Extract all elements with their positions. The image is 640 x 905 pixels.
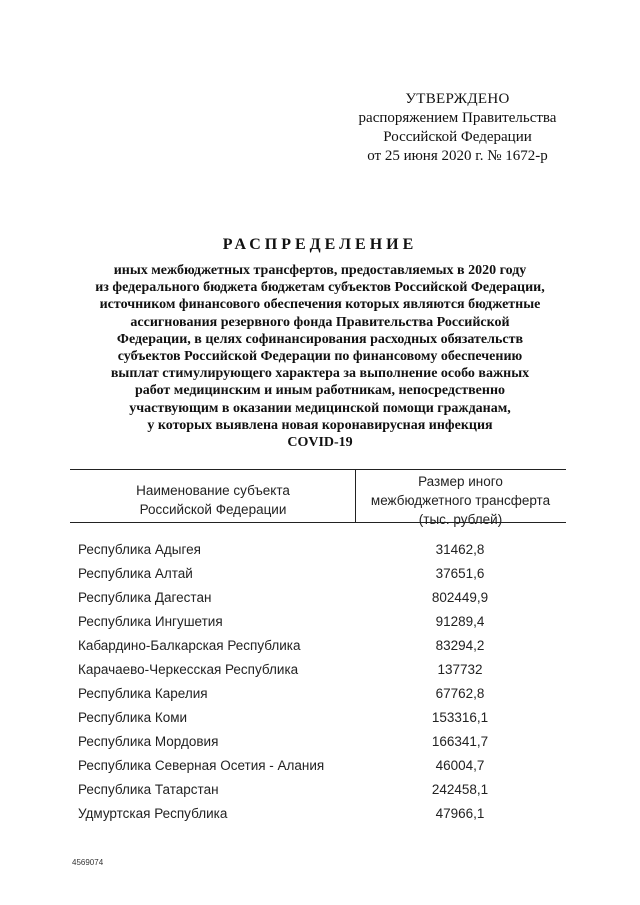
region-name: Республика Мордовия — [78, 734, 219, 749]
transfer-amount: 802449,9 — [431, 590, 489, 605]
transfer-amount: 91289,4 — [435, 614, 485, 629]
subtitle-line: Федерации, в целях софинансирования расходных обязательств — [116, 331, 524, 347]
subtitle-line: выплат стимулирующего характера за выполнение особо важных — [110, 366, 530, 382]
document-code: 4569074 — [72, 858, 104, 867]
subtitle-line: участвующим в оказании медицинской помощи гражданам, — [129, 400, 511, 416]
column-header-line: межбюджетного трансферта — [370, 493, 551, 508]
table-row — [78, 706, 568, 730]
region-name: Республика Татарстан — [78, 782, 219, 797]
transfer-amount: 137732 — [437, 662, 483, 677]
region-name: Удмуртская Республика — [78, 806, 228, 821]
column-header-line: Российской Федерации — [139, 502, 287, 517]
region-name: Республика Дагестан — [78, 590, 212, 605]
table-row — [78, 754, 568, 778]
transfer-amount: 47966,1 — [435, 806, 485, 821]
table-top-rule — [70, 469, 566, 470]
subtitle-line: COVID-19 — [287, 435, 353, 451]
region-name: Карачаево-Черкесская Республика — [78, 662, 299, 677]
approval-line: распоряжением Правительства — [358, 110, 557, 126]
subtitle-line: у которых выявлена новая коронавирусная инфекция — [147, 417, 493, 433]
transfer-amount: 31462,8 — [435, 542, 485, 557]
table-row — [78, 682, 568, 706]
table-column-divider — [355, 469, 356, 522]
approval-heading: УТВЕРЖДЕНО — [405, 91, 510, 107]
table-row — [78, 634, 568, 658]
column-header-amount — [358, 472, 563, 529]
table-row — [78, 586, 568, 610]
column-header-line: Наименование субъекта — [136, 483, 290, 498]
table-row — [78, 802, 568, 826]
table-row — [78, 658, 568, 682]
approval-stamp — [350, 90, 565, 166]
document-title: РАСПРЕДЕЛЕНИЕ — [222, 236, 418, 253]
subtitle-line: из федерального бюджета бюджетам субъектов Российской Федерации, — [95, 280, 545, 296]
table-row — [78, 538, 568, 562]
document-subtitle — [60, 262, 580, 451]
transfer-amount: 37651,6 — [435, 566, 485, 581]
approval-line: Российской Федерации — [383, 129, 532, 145]
table-body — [78, 538, 568, 826]
region-name: Кабардино-Балкарская Республика — [78, 638, 301, 653]
region-name: Республика Коми — [78, 710, 188, 725]
column-header-region — [78, 481, 348, 519]
region-name: Республика Адыгея — [78, 542, 201, 557]
transfer-amount: 46004,7 — [435, 758, 485, 773]
subtitle-line: источником финансового обеспечения которых являются бюджетные — [99, 297, 541, 313]
subtitle-line: иных межбюджетных трансфертов, предоставляемых в 2020 году — [113, 263, 527, 278]
transfer-amount: 67762,8 — [435, 686, 485, 701]
transfer-amount: 83294,2 — [435, 638, 485, 653]
subtitle-line: субъектов Российской Федерации по финансовому обеспечению — [117, 349, 523, 365]
table-row — [78, 778, 568, 802]
table-row — [78, 562, 568, 586]
transfer-amount: 153316,1 — [431, 710, 489, 725]
transfer-amount: 242458,1 — [431, 782, 489, 797]
column-header-line: Размер иного — [418, 474, 503, 489]
table-row — [78, 730, 568, 754]
approval-date-number: от 25 июня 2020 г. № 1672-р — [367, 148, 548, 164]
transfer-amount: 166341,7 — [431, 734, 489, 749]
subtitle-line: работ медицинским и иным работникам, непосредственно — [134, 383, 506, 399]
region-name: Республика Ингушетия — [78, 614, 223, 629]
region-name: Республика Карелия — [78, 686, 208, 701]
subtitle-line: ассигнования резервного фонда Правительства Российской — [130, 314, 510, 330]
region-name: Республика Алтай — [78, 566, 193, 581]
region-name: Республика Северная Осетия - Алания — [78, 758, 325, 773]
table-row — [78, 610, 568, 634]
column-header-line: (тыс. рублей) — [418, 512, 503, 527]
